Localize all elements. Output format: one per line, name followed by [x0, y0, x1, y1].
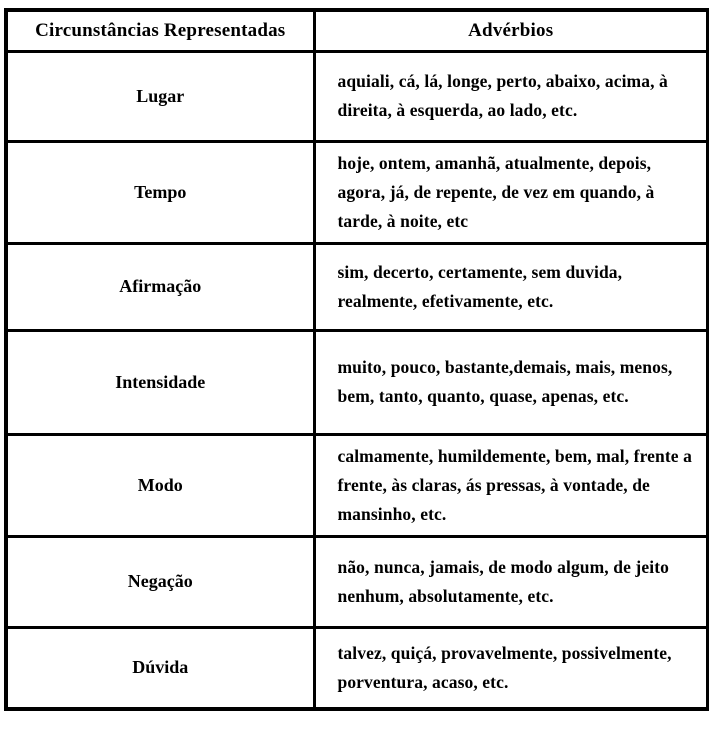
header-row	[6, 10, 708, 51]
adverbs-cell: muito, pouco, bastante,demais, mais, menos, bem, tanto, quanto, quase, apenas, etc.	[314, 330, 708, 434]
adverbs-cell: não, nunca, jamais, de modo algum, de jeito nenhum, absolutamente, etc.	[314, 536, 708, 627]
table-row	[6, 536, 708, 627]
table-row	[6, 243, 708, 330]
circumstance-cell: Tempo	[6, 141, 314, 243]
circumstance-cell: Afirmação	[6, 243, 314, 330]
table-row	[6, 434, 708, 536]
adverbs-cell: calmamente, humildemente, bem, mal, frente a frente, às claras, ás pressas, à vontade, de mansinho, etc.	[314, 434, 708, 536]
adverbs-cell: hoje, ontem, amanhã, atualmente, depois, agora, já, de repente, de vez em quando, à tarde, à noite, etc	[314, 141, 708, 243]
circumstance-cell: Dúvida	[6, 627, 314, 709]
table-row	[6, 627, 708, 709]
column-header-circumstances: Circunstâncias Representadas	[6, 10, 314, 51]
circumstance-cell: Modo	[6, 434, 314, 536]
adverbs-cell: talvez, quiçá, provavelmente, possivelmente, porventura, acaso, etc.	[314, 627, 708, 709]
table-row	[6, 141, 708, 243]
adverbs-cell: aquiali, cá, lá, longe, perto, abaixo, acima, à direita, à esquerda, ao lado, etc.	[314, 51, 708, 141]
circumstance-cell: Intensidade	[6, 330, 314, 434]
circumstance-cell: Lugar	[6, 51, 314, 141]
adverbs-table	[4, 8, 709, 711]
table-row	[6, 330, 708, 434]
adverbs-cell: sim, decerto, certamente, sem duvida, realmente, efetivamente, etc.	[314, 243, 708, 330]
table-row	[6, 51, 708, 141]
circumstance-cell: Negação	[6, 536, 314, 627]
column-header-adverbs: Advérbios	[314, 10, 708, 51]
